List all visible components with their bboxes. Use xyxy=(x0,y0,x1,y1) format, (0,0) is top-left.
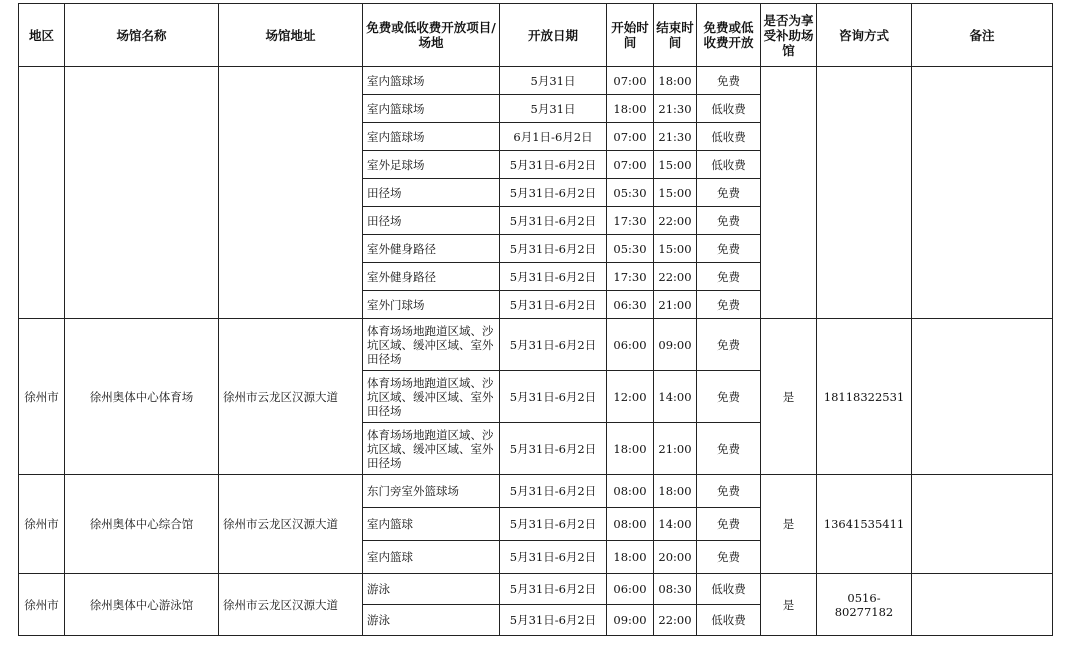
venue-address-cell xyxy=(219,67,363,319)
end-time-cell: 18:00 xyxy=(654,475,697,508)
header-project: 免费或低收费开放项目/场地 xyxy=(363,4,500,67)
end-time-cell: 22:00 xyxy=(654,263,697,291)
date-cell: 5月31日-6月2日 xyxy=(500,151,607,179)
header-start-time: 开始时间 xyxy=(607,4,654,67)
end-time-cell: 22:00 xyxy=(654,605,697,636)
fee-cell: 低收费 xyxy=(697,151,761,179)
date-cell: 5月31日-6月2日 xyxy=(500,207,607,235)
subsidy-cell: 是 xyxy=(761,475,817,574)
start-time-cell: 07:00 xyxy=(607,67,654,95)
table-row xyxy=(19,67,1053,95)
date-cell: 5月31日-6月2日 xyxy=(500,508,607,541)
project-cell: 室外健身路径 xyxy=(363,235,500,263)
subsidy-cell: 是 xyxy=(761,319,817,475)
fee-cell: 低收费 xyxy=(697,123,761,151)
region-cell xyxy=(19,67,65,319)
subsidy-cell xyxy=(761,67,817,319)
project-cell: 室内篮球场 xyxy=(363,123,500,151)
end-time-cell: 18:00 xyxy=(654,67,697,95)
contact-cell: 18118322531 xyxy=(817,319,912,475)
project-cell: 游泳 xyxy=(363,605,500,636)
date-cell: 5月31日-6月2日 xyxy=(500,605,607,636)
project-cell: 田径场 xyxy=(363,207,500,235)
date-cell: 5月31日-6月2日 xyxy=(500,371,607,423)
fee-cell: 免费 xyxy=(697,319,761,371)
end-time-cell: 15:00 xyxy=(654,179,697,207)
start-time-cell: 05:30 xyxy=(607,235,654,263)
start-time-cell: 17:30 xyxy=(607,263,654,291)
end-time-cell: 14:00 xyxy=(654,508,697,541)
date-cell: 5月31日-6月2日 xyxy=(500,179,607,207)
project-cell: 田径场 xyxy=(363,179,500,207)
contact-cell: 0516-80277182 xyxy=(817,574,912,636)
start-time-cell: 06:00 xyxy=(607,574,654,605)
end-time-cell: 09:00 xyxy=(654,319,697,371)
fee-cell: 免费 xyxy=(697,371,761,423)
start-time-cell: 08:00 xyxy=(607,508,654,541)
fee-cell: 低收费 xyxy=(697,574,761,605)
project-cell: 室内篮球 xyxy=(363,541,500,574)
note-cell xyxy=(912,319,1053,475)
fee-cell: 低收费 xyxy=(697,95,761,123)
end-time-cell: 08:30 xyxy=(654,574,697,605)
end-time-cell: 21:00 xyxy=(654,423,697,475)
project-cell: 室外足球场 xyxy=(363,151,500,179)
start-time-cell: 05:30 xyxy=(607,179,654,207)
end-time-cell: 20:00 xyxy=(654,541,697,574)
start-time-cell: 07:00 xyxy=(607,151,654,179)
region-cell: 徐州市 xyxy=(19,574,65,636)
start-time-cell: 18:00 xyxy=(607,423,654,475)
start-time-cell: 18:00 xyxy=(607,95,654,123)
venue-name-cell: 徐州奥体中心综合馆 xyxy=(65,475,219,574)
venue-name-cell: 徐州奥体中心游泳馆 xyxy=(65,574,219,636)
note-cell xyxy=(912,574,1053,636)
fee-cell: 免费 xyxy=(697,291,761,319)
venue-address-cell: 徐州市云龙区汉源大道 xyxy=(219,574,363,636)
header-subsidy: 是否为享受补助场馆 xyxy=(761,4,817,67)
end-time-cell: 21:00 xyxy=(654,291,697,319)
table-row xyxy=(19,574,1053,605)
start-time-cell: 06:00 xyxy=(607,319,654,371)
project-cell: 室外健身路径 xyxy=(363,263,500,291)
header-end-time: 结束时间 xyxy=(654,4,697,67)
project-cell: 室内篮球场 xyxy=(363,67,500,95)
start-time-cell: 07:00 xyxy=(607,123,654,151)
end-time-cell: 14:00 xyxy=(654,371,697,423)
header-region: 地区 xyxy=(19,4,65,67)
project-cell: 游泳 xyxy=(363,574,500,605)
date-cell: 5月31日-6月2日 xyxy=(500,574,607,605)
project-cell: 室内篮球 xyxy=(363,508,500,541)
venue-address-cell: 徐州市云龙区汉源大道 xyxy=(219,319,363,475)
venue-address-cell: 徐州市云龙区汉源大道 xyxy=(219,475,363,574)
date-cell: 5月31日-6月2日 xyxy=(500,541,607,574)
table-row xyxy=(19,475,1053,508)
header-venue-address: 场馆地址 xyxy=(219,4,363,67)
region-cell: 徐州市 xyxy=(19,475,65,574)
table-row xyxy=(19,319,1053,371)
header-open-date: 开放日期 xyxy=(500,4,607,67)
fee-cell: 免费 xyxy=(697,423,761,475)
project-cell: 体育场场地跑道区域、沙坑区域、缓冲区域、室外田径场 xyxy=(363,319,500,371)
project-cell: 体育场场地跑道区域、沙坑区域、缓冲区域、室外田径场 xyxy=(363,423,500,475)
fee-cell: 免费 xyxy=(697,179,761,207)
start-time-cell: 09:00 xyxy=(607,605,654,636)
start-time-cell: 12:00 xyxy=(607,371,654,423)
venue-schedule-table xyxy=(18,3,1053,636)
fee-cell: 低收费 xyxy=(697,605,761,636)
project-cell: 东门旁室外篮球场 xyxy=(363,475,500,508)
end-time-cell: 22:00 xyxy=(654,207,697,235)
header-note: 备注 xyxy=(912,4,1053,67)
date-cell: 5月31日 xyxy=(500,95,607,123)
date-cell: 5月31日-6月2日 xyxy=(500,423,607,475)
note-cell xyxy=(912,67,1053,319)
end-time-cell: 21:30 xyxy=(654,95,697,123)
start-time-cell: 08:00 xyxy=(607,475,654,508)
date-cell: 6月1日-6月2日 xyxy=(500,123,607,151)
fee-cell: 免费 xyxy=(697,67,761,95)
date-cell: 5月31日-6月2日 xyxy=(500,319,607,371)
start-time-cell: 18:00 xyxy=(607,541,654,574)
project-cell: 体育场场地跑道区域、沙坑区域、缓冲区域、室外田径场 xyxy=(363,371,500,423)
contact-cell xyxy=(817,67,912,319)
region-cell: 徐州市 xyxy=(19,319,65,475)
venue-name-cell xyxy=(65,67,219,319)
fee-cell: 免费 xyxy=(697,263,761,291)
end-time-cell: 21:30 xyxy=(654,123,697,151)
subsidy-cell: 是 xyxy=(761,574,817,636)
date-cell: 5月31日-6月2日 xyxy=(500,291,607,319)
venue-name-cell: 徐州奥体中心体育场 xyxy=(65,319,219,475)
header-contact: 咨询方式 xyxy=(817,4,912,67)
date-cell: 5月31日 xyxy=(500,67,607,95)
contact-cell: 13641535411 xyxy=(817,475,912,574)
fee-cell: 免费 xyxy=(697,508,761,541)
header-fee-type: 免费或低收费开放 xyxy=(697,4,761,67)
start-time-cell: 17:30 xyxy=(607,207,654,235)
date-cell: 5月31日-6月2日 xyxy=(500,263,607,291)
table-header-row xyxy=(19,4,1053,67)
date-cell: 5月31日-6月2日 xyxy=(500,235,607,263)
project-cell: 室内篮球场 xyxy=(363,95,500,123)
header-venue-name: 场馆名称 xyxy=(65,4,219,67)
fee-cell: 免费 xyxy=(697,541,761,574)
fee-cell: 免费 xyxy=(697,235,761,263)
end-time-cell: 15:00 xyxy=(654,151,697,179)
project-cell: 室外门球场 xyxy=(363,291,500,319)
start-time-cell: 06:30 xyxy=(607,291,654,319)
date-cell: 5月31日-6月2日 xyxy=(500,475,607,508)
end-time-cell: 15:00 xyxy=(654,235,697,263)
note-cell xyxy=(912,475,1053,574)
fee-cell: 免费 xyxy=(697,475,761,508)
fee-cell: 免费 xyxy=(697,207,761,235)
